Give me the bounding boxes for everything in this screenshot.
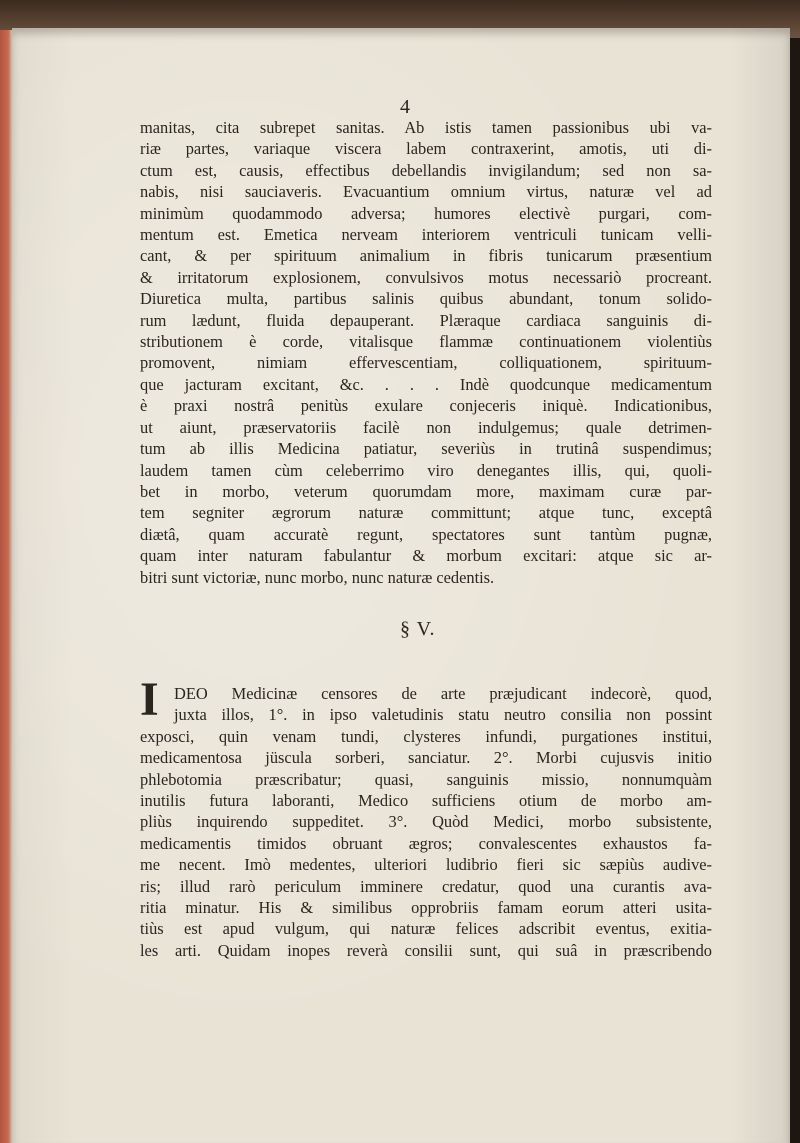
- text-line: nabis, nisi sauciaveris. Evacuantium omnium virtus, naturæ vel ad: [140, 182, 712, 202]
- text-line: Diuretica multa, partibus salinis quibus abundant, tonum solido-: [140, 289, 712, 309]
- text-line: que jacturam excitant, &c. . . . Indè quodcunque medicamentum: [140, 374, 712, 394]
- paragraph-continued: [140, 117, 712, 588]
- text-line: minimùm quodammodo adversa; humores electivè purgari, com-: [140, 203, 712, 223]
- text-line: diætâ, quam accuratè regunt, spectatores sunt tantùm pugnæ,: [140, 524, 712, 544]
- text-line: bet in morbo, veterum quorumdam more, maximam curæ par-: [140, 481, 712, 501]
- text-line: ritia minatur. His & similibus opprobriis famam eorum atteri usita-: [140, 898, 712, 918]
- text-line: me necent. Imò medentes, ulteriori ludibrio fieri sic sæpiùs audive-: [140, 855, 712, 875]
- text-line: cant, & per spirituum animalium in fibris tunicarum præsentium: [140, 246, 712, 266]
- text-line: mentum est. Emetica nerveam interiorem ventriculi tunicam velli-: [140, 225, 712, 245]
- section-heading: § V.: [400, 618, 436, 640]
- text-line: inutilis futura laboranti, Medico sufficiens otium de morbo am-: [140, 791, 712, 811]
- text-line: ctum est, causis, effectibus debellandis invigilandum; sed non sa-: [140, 160, 712, 180]
- text-line: quam inter naturam fabulantur & morbum excitari: atque sic ar-: [140, 546, 712, 566]
- text-line: medicamentis timidos obruant ægros; convalescentes exhaustos fa-: [140, 833, 712, 853]
- text-line: exposci, quin venam tundi, clysteres infundi, purgationes institui,: [140, 726, 712, 746]
- text-line: manitas, cita subrepet sanitas. Ab istis tamen passionibus ubi va-: [140, 118, 712, 137]
- text-line: les arti. Quidam inopes reverà consilii sunt, qui suâ in præscribendo: [140, 940, 712, 960]
- text-line: medicamentosa jüscula sorberi, sanciatur. 2°. Morbi cujusvis initio: [140, 748, 712, 768]
- text-line: tum ab illis Medicina patiatur, severiùs in trutinâ suspendimus;: [140, 439, 712, 459]
- text-line: pliùs inquirendo suppeditet. 3°. Quòd Medici, morbo subsistente,: [140, 812, 712, 832]
- paragraph-section-v: [140, 683, 712, 961]
- text-line: è praxi nostrâ penitùs exulare conjeceris iniquè. Indicationibus,: [140, 396, 712, 416]
- text-line: bitri sunt victoriæ, nunc morbo, nunc naturæ cedentis.: [140, 567, 495, 587]
- dropcap-letter: I: [140, 673, 159, 726]
- text-line: DEO Medicinæ censores de arte præjudicant indecorè, quod,: [174, 684, 712, 703]
- text-line: tiùs est apud vulgum, qui naturæ felices adscribit eventus, exitia-: [140, 919, 712, 939]
- text-line: phlebotomia præscribatur; quasi, sanguinis missio, nonnumquàm: [140, 769, 712, 789]
- text-line: ut aiunt, præservatoriis facilè non indulgemus; quale detrimen-: [140, 417, 712, 437]
- book-cover-edge: [0, 30, 12, 1143]
- text-line: tem segniter ægrorum naturæ committunt; atque tunc, exceptâ: [140, 503, 712, 523]
- text-line: promovent, nimiam effervescentiam, colliquationem, spirituum-: [140, 353, 712, 373]
- text-line: stributionem è corde, vitalisque flammæ continuationem violentiùs: [140, 332, 712, 352]
- text-line: & irritatorum explosionem, convulsivos motus necessariò procreant.: [140, 267, 712, 287]
- text-line: laudem tamen cùm celeberrimo viro denegantes illis, qui, quoli-: [140, 460, 712, 480]
- page-number: 4: [400, 96, 410, 118]
- text-line: rum lædunt, fluida depauperant. Plæraque cardiaca sanguinis di-: [140, 310, 712, 330]
- text-line: riæ partes, variaque viscera labem contraxerint, amotis, uti di-: [140, 139, 712, 159]
- text-line: juxta illos, 1°. in ipso valetudinis statu neutro consilia non possint: [174, 705, 712, 725]
- text-line: ris; illud rarò periculum imminere credatur, quod una curantis ava-: [140, 876, 712, 896]
